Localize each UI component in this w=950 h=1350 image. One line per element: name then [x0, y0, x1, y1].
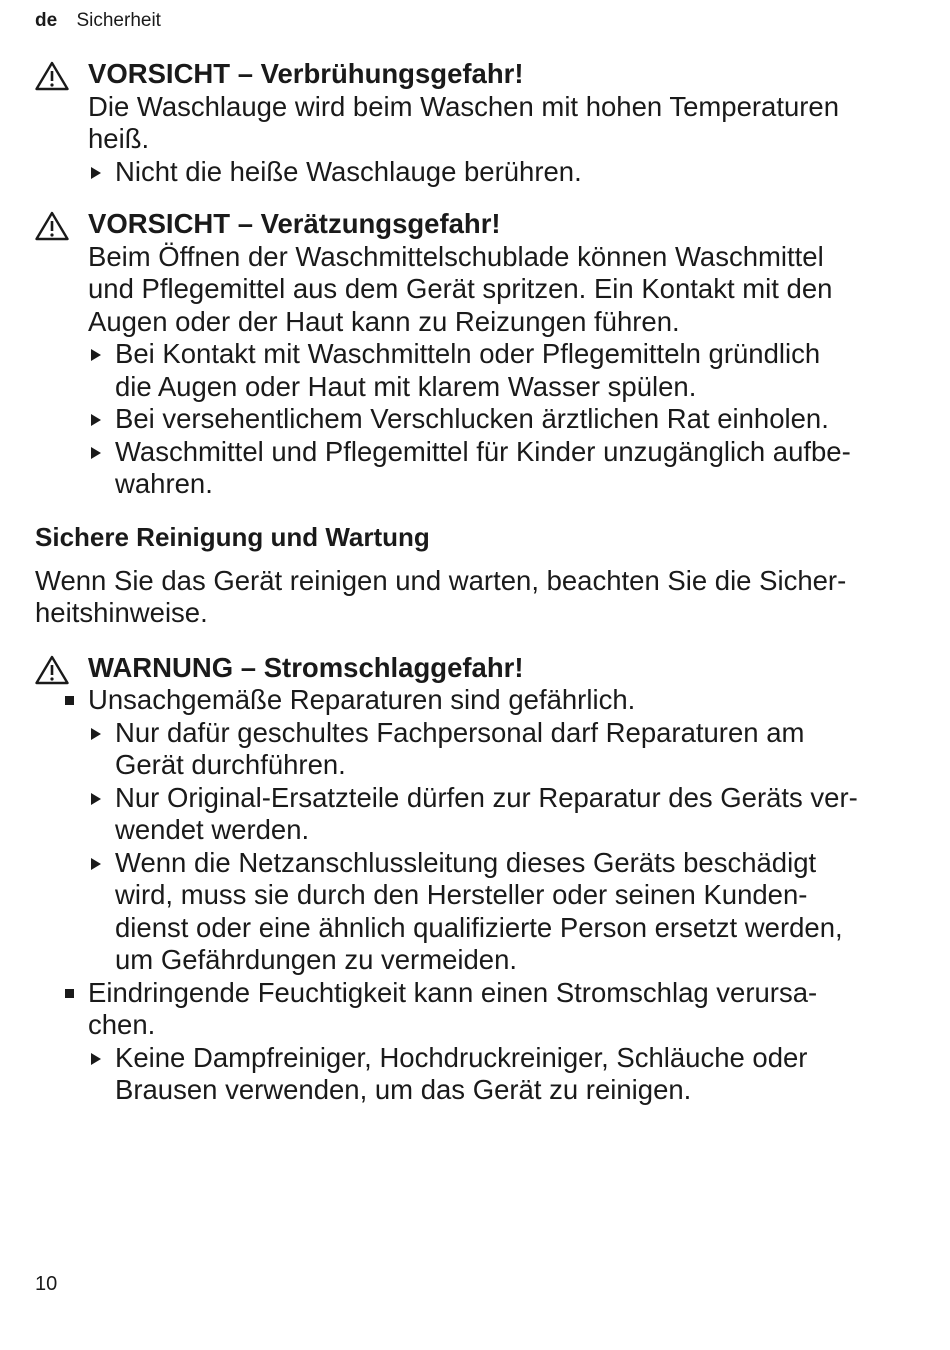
text-line: wendet werden.	[115, 814, 310, 845]
step-arrow-icon	[91, 1053, 101, 1065]
header-section-title: Sicherheit	[76, 10, 161, 31]
language-code: de	[35, 10, 58, 31]
step-arrow-icon	[91, 167, 101, 179]
text-line: heitshinweise.	[35, 597, 208, 628]
text-line: chen.	[88, 1009, 156, 1040]
text-line: Augen oder der Haut kann zu Reizungen führen.	[88, 305, 680, 337]
action-step	[88, 782, 905, 847]
bullet-square-icon	[65, 696, 74, 705]
step-arrow-icon	[91, 728, 101, 740]
bullet-square-icon	[65, 989, 74, 998]
warning-text	[88, 91, 905, 156]
text-line: Waschmittel und Pflegemittel für Kinder unzugänglich aufbe-	[115, 435, 851, 467]
text-line: Wenn Sie das Gerät reinigen und warten, beachten Sie die Sicher-	[35, 564, 847, 596]
warning-triangle-icon	[35, 211, 69, 241]
text-line: Wenn die Netzanschlussleitung dieses Geräts beschädigt	[115, 846, 817, 878]
step-arrow-icon	[91, 793, 101, 805]
warning-chemical	[35, 208, 905, 501]
text-line: Nicht die heiße Waschlauge berühren.	[115, 155, 582, 187]
text-line: Eindringende Feuchtigkeit kann einen Stromschlag verursa-	[88, 976, 818, 1008]
text-line: Unsachgemäße Reparaturen sind gefährlich.	[88, 684, 636, 715]
text-line: wahren.	[115, 468, 213, 499]
text-line: Bei versehentlichem Verschlucken ärztlichen Rat einholen.	[115, 403, 829, 434]
warning-text	[88, 241, 905, 339]
action-step	[88, 338, 905, 403]
step-arrow-icon	[91, 414, 101, 426]
warning-electric	[35, 652, 905, 1107]
page-number: 10	[35, 1273, 58, 1295]
warning-title: VORSICHT – Verbrühungsgefahr!	[88, 58, 524, 89]
action-step	[88, 403, 905, 436]
action-step	[88, 156, 905, 189]
text-line: die Augen oder Haut mit klarem Wasser spülen.	[115, 370, 697, 402]
section-intro	[35, 565, 905, 630]
action-step	[88, 436, 905, 501]
text-line: dienst oder eine ähnlich qualifizierte Person ersetzt werden,	[115, 911, 843, 943]
text-line: Die Waschlauge wird beim Waschen mit hohen Temperaturen	[88, 90, 839, 122]
text-line: Bei Kontakt mit Waschmitteln oder Pflegemitteln gründlich	[115, 338, 821, 369]
warning-scald	[35, 58, 905, 188]
step-arrow-icon	[91, 349, 101, 361]
warning-title: WARNUNG – Stromschlaggefahr!	[88, 651, 524, 683]
text-line: Nur Original-Ersatzteile dürfen zur Reparatur des Geräts ver-	[115, 781, 858, 813]
text-line: Gerät durchführen.	[115, 749, 346, 780]
action-step	[88, 1042, 905, 1107]
text-line: Nur dafür geschultes Fachpersonal darf Reparaturen am	[115, 716, 805, 748]
warning-triangle-icon	[35, 61, 69, 91]
action-step	[88, 717, 905, 782]
page-content	[35, 58, 905, 1127]
text-line: wird, muss sie durch den Hersteller oder seinen Kunden-	[115, 879, 808, 910]
text-line: und Pflegemittel aus dem Gerät spritzen. Ein Kontakt mit den	[88, 273, 833, 304]
text-line: um Gefährdungen zu vermeiden.	[115, 944, 518, 975]
text-line: heiß.	[88, 123, 150, 154]
bullet-item	[88, 684, 905, 717]
warning-title: VORSICHT – Verätzungsgefahr!	[88, 208, 501, 239]
text-line: Brausen verwenden, um das Gerät zu reinigen.	[115, 1074, 692, 1105]
text-line: Keine Dampfreiniger, Hochdruckreiniger, Schläuche oder	[115, 1041, 808, 1073]
step-arrow-icon	[91, 447, 101, 459]
section-heading: Sichere Reinigung und Wartung	[35, 521, 430, 552]
text-line: Beim Öffnen der Waschmittelschublade können Waschmittel	[88, 240, 824, 272]
running-header	[35, 9, 161, 33]
step-arrow-icon	[91, 858, 101, 870]
warning-triangle-icon	[35, 655, 69, 685]
action-step	[88, 847, 905, 977]
bullet-item	[88, 977, 905, 1042]
